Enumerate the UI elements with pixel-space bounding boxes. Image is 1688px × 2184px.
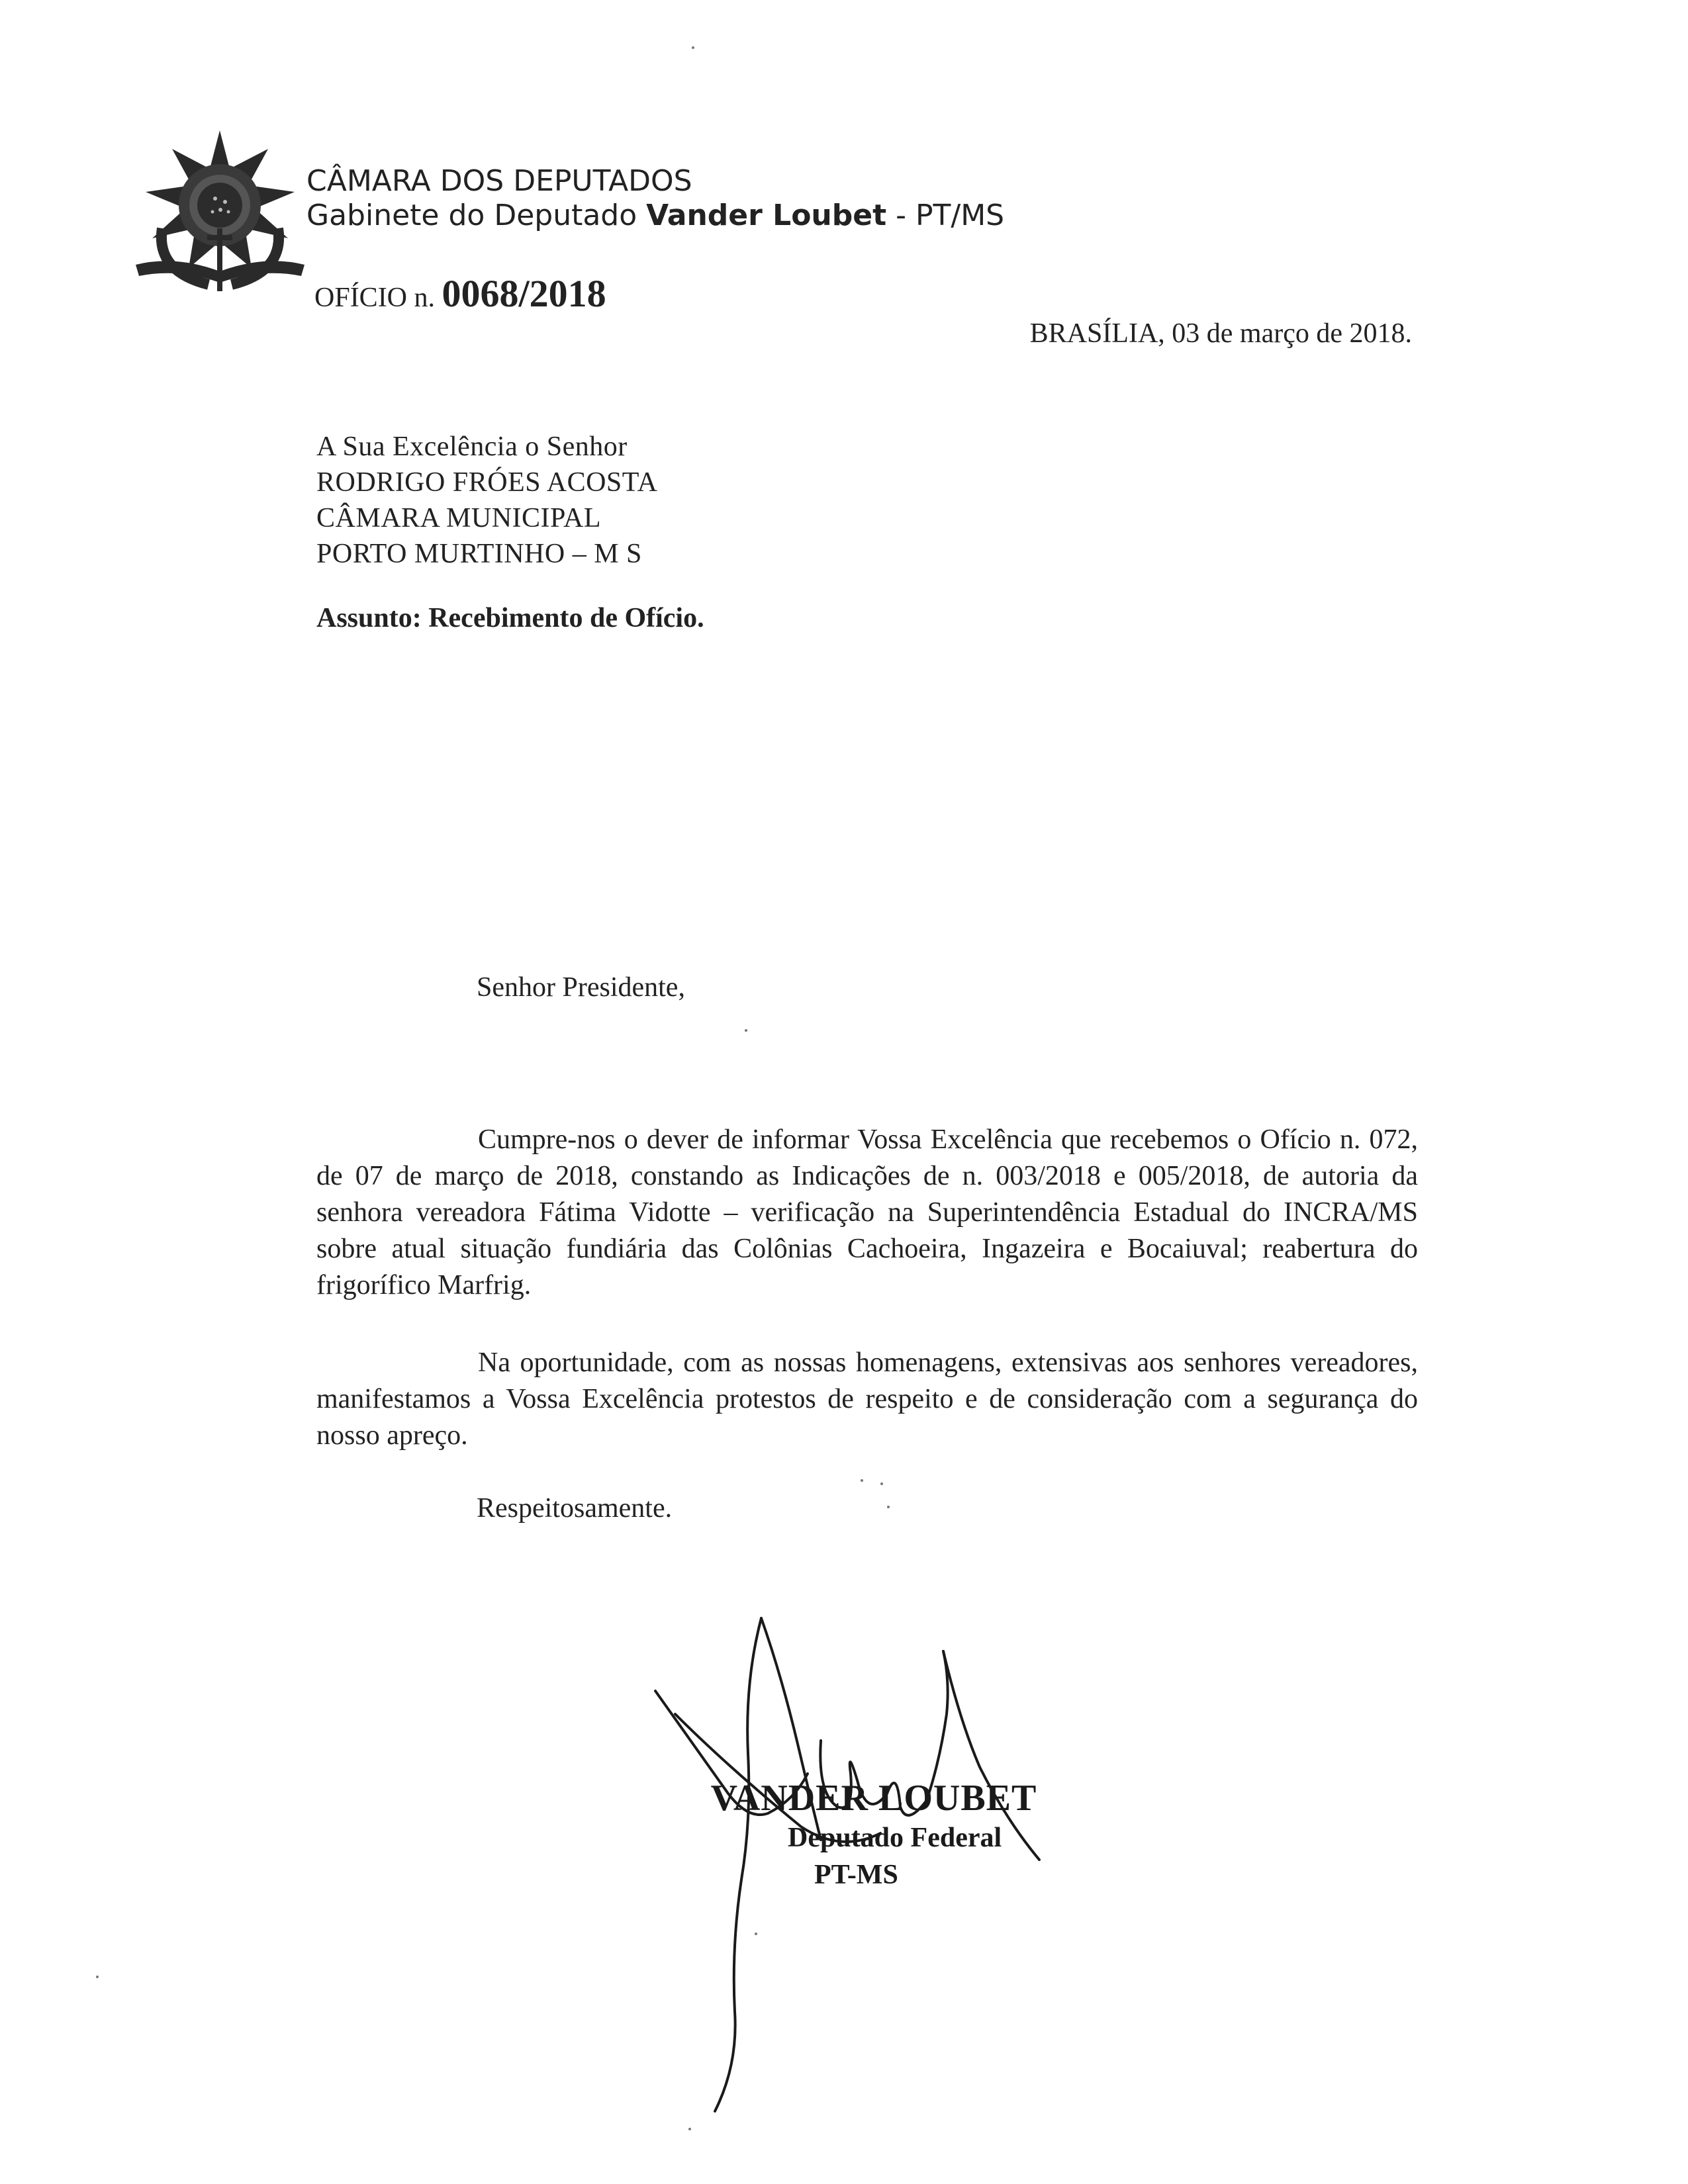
recipient-line-1: A Sua Excelência o Senhor — [316, 432, 628, 462]
office-name: Vander Loubet — [646, 199, 887, 232]
closing: Respeitosamente. — [477, 1493, 673, 1524]
scan-speck — [755, 1933, 757, 1935]
scan-speck — [692, 46, 694, 49]
recipient-line-3: CÂMARA MUNICIPAL — [316, 503, 602, 533]
office-suffix: - PT/MS — [886, 199, 1005, 232]
oficio-number: 0068/2018 — [442, 272, 606, 315]
recipient-line-4: PORTO MURTINHO – M S — [316, 539, 642, 569]
handwritten-signature-icon — [649, 1602, 1072, 2131]
org-name: CÂMARA DOS DEPUTADOS — [306, 164, 692, 198]
scan-speck — [96, 1976, 99, 1978]
salutation: Senhor Presidente, — [477, 972, 685, 1003]
body-paragraph-1: Cumpre-nos o dever de informar Vossa Excelência que recebemos o Ofício n. 072, de 07 de março de 2018, constando as Indicações de n. 003/2018 e 005/2018, de autoria da senhora vereadora Fátima Vidotte – verificação na Superintendência Estadual do INCRA/MS sobre atual situação fundiária das Colônias Cachoeira, Ingazeira e Bocaiuval; reabertura do frigorífico Marfrig. — [316, 1124, 1418, 1300]
scan-speck — [880, 1482, 883, 1485]
recipient-block — [316, 429, 657, 572]
signer-name: VANDER LOUBET — [710, 1778, 1037, 1819]
scan-speck — [861, 1479, 863, 1482]
oficio-label: OFÍCIO n. — [314, 283, 436, 313]
letter-date: BRASÍLIA, 03 de março de 2018. — [1029, 318, 1412, 349]
recipient-line-2: RODRIGO FRÓES ACOSTA — [316, 467, 658, 498]
letterhead — [306, 164, 1004, 233]
brazil-coat-of-arms-icon — [136, 129, 305, 298]
office-prefix: Gabinete do Deputado — [306, 199, 647, 232]
scan-speck — [887, 1506, 890, 1508]
office-line — [306, 199, 1004, 233]
scan-speck — [688, 2128, 691, 2130]
signer-party: PT-MS — [814, 1860, 898, 1890]
oficio-number-line — [314, 271, 606, 316]
scan-speck — [745, 1029, 747, 1032]
signer-title: Deputado Federal — [788, 1823, 1002, 1853]
subject-line: Assunto: Recebimento de Ofício. — [316, 603, 704, 633]
body-paragraph-2: Na oportunidade, com as nossas homenagens, extensivas aos senhores vereadores, manifestamos a Vossa Excelência protestos de respeito e de consideração com a segurança do nosso apreço. — [316, 1347, 1418, 1451]
